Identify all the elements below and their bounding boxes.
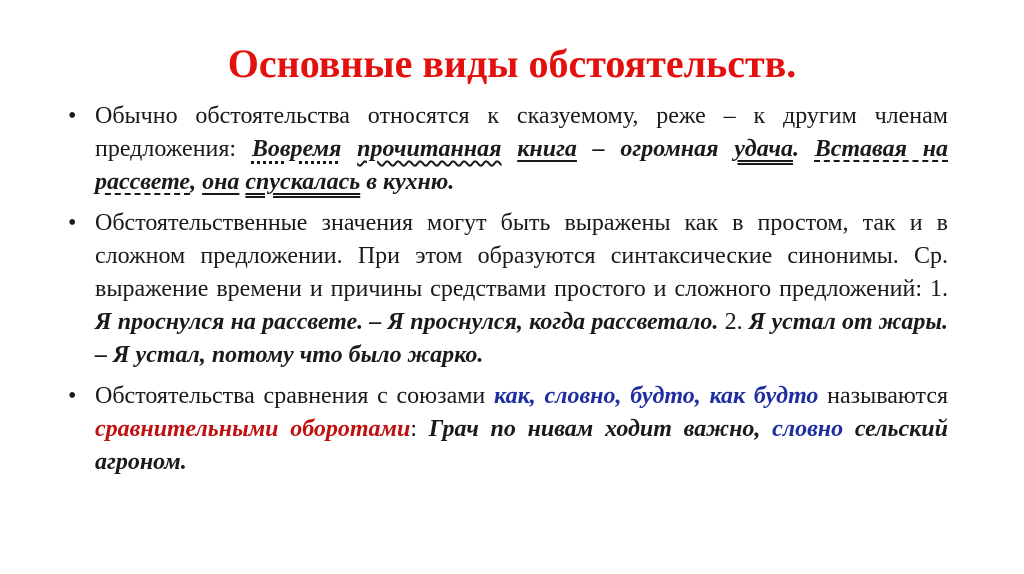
bullet2-example-1: Я проснулся на рассвете. – Я проснулся, когда рассветало.	[95, 309, 719, 335]
bullet3-term: сравнительными оборотами	[95, 416, 411, 442]
space	[341, 136, 357, 162]
word-prochitannaya: прочитанная	[357, 136, 502, 162]
bullet3-example-1: Грач по нивам ходит важно,	[428, 416, 773, 442]
slide-title: Основные виды обстоятельств.	[227, 41, 797, 86]
bullet1-mid1: – огромная	[576, 136, 735, 162]
word-udacha: удача	[734, 136, 793, 162]
bullet-dot-icon: •	[68, 103, 77, 129]
word-vstavaya: Вставая на рассвете	[95, 136, 949, 195]
bullet3-conjunctions: как, словно, будто, как будто	[494, 383, 819, 409]
bullet1-end: в кухню.	[360, 169, 455, 195]
slide-content	[68, 100, 948, 487]
bullet2-example-2: Я устал от жары. – Я устал, потому что было жарко.	[95, 309, 948, 368]
word-ona: она	[202, 169, 240, 195]
bullet3-example-conj: словно	[772, 416, 844, 442]
bullet1-mid2: .	[792, 136, 815, 162]
bullet-item-3	[68, 380, 948, 479]
bullet3-colon: :	[410, 416, 429, 442]
word-kniga: книга	[517, 136, 577, 162]
bullet-dot-icon: •	[68, 383, 77, 409]
bullet-item-1	[68, 100, 948, 199]
bullet1-mid3: ,	[190, 169, 203, 195]
word-spuskalas: спускалась	[245, 169, 361, 195]
bullet3-example-2: сельский агроном.	[95, 416, 948, 475]
bullet-text-1	[95, 100, 948, 199]
bullet2-mid: 2.	[718, 309, 749, 335]
bullet-item-2	[68, 207, 948, 372]
bullet3-mid: называются	[818, 383, 949, 409]
bullet2-text: Обстоятельственные значения могут быть выражены как в простом, так и в сложном предложении. При этом образуются синтаксические синонимы. Ср. выражение времени и причины средствами простого и сложного предложений: 1.	[95, 210, 948, 302]
bullet1-intro: Обычно обстоятельства относятся к сказуемому, реже – к другим членам предложения:	[95, 103, 948, 162]
space	[502, 136, 518, 162]
word-vovremya: Вовремя	[251, 136, 342, 162]
bullet3-intro: Обстоятельства сравнения с союзами	[95, 383, 495, 409]
bullet-text-2	[95, 207, 948, 372]
bullet-text-3	[95, 380, 948, 479]
bullet-dot-icon: •	[68, 210, 77, 236]
